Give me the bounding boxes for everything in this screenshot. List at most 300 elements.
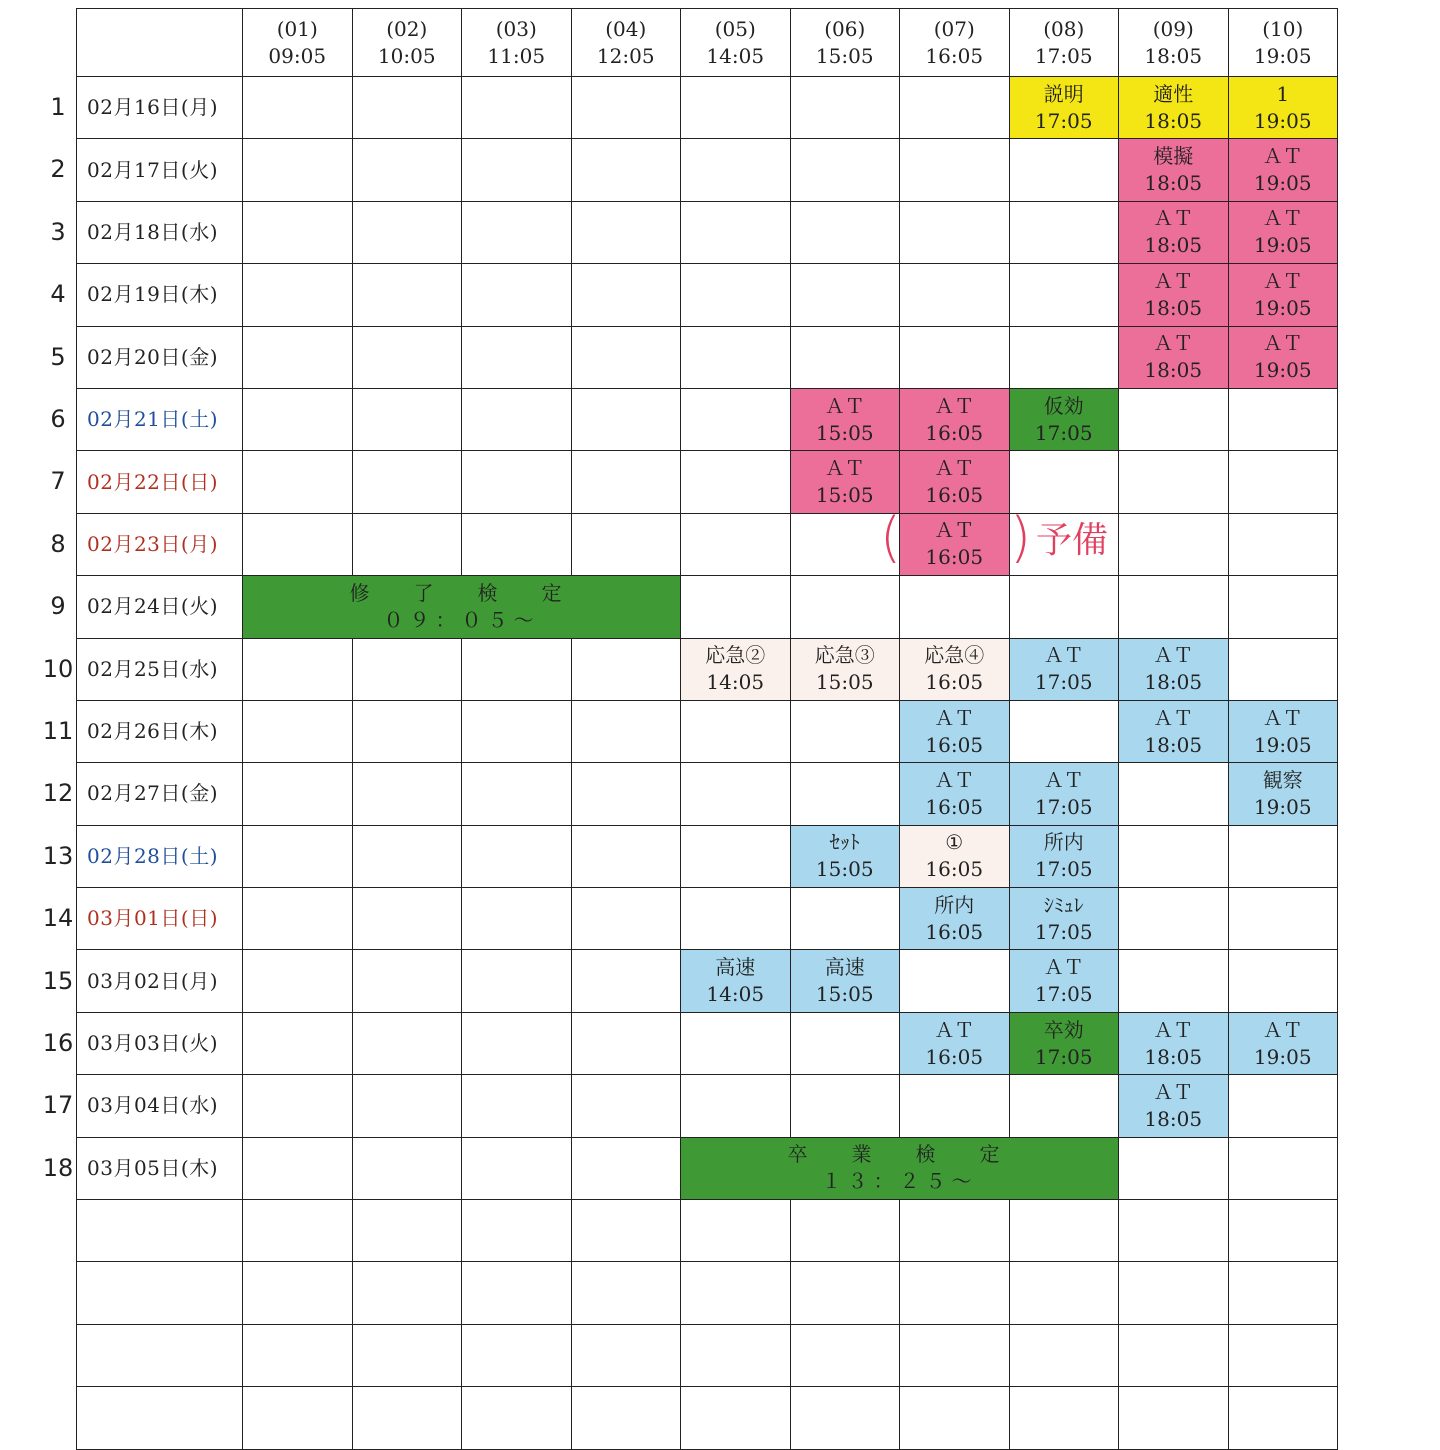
empty-cell [1009,1075,1119,1137]
handwritten-note: 予備 [1036,520,1109,561]
empty-cell [571,201,681,263]
lesson-name: 卒効 [1043,1017,1084,1042]
lesson-time: 16:05 [925,794,984,819]
empty-cell [243,326,353,388]
empty-cell [243,763,353,825]
date-cell: 02月25日(水) [77,638,243,700]
lesson-name: ＡＴ [1262,206,1303,231]
table-row [77,825,1338,887]
empty-cell [681,1200,791,1262]
empty-cell [790,763,900,825]
date-cell: 02月20日(金) [77,326,243,388]
empty-cell [243,139,353,201]
lesson-name: 応急③ [814,643,875,668]
table-row [77,1200,1338,1262]
lesson-cell [790,451,900,513]
empty-cell [462,201,572,263]
lesson-cell [1119,326,1229,388]
empty-cell [1009,1324,1119,1386]
empty-cell [790,888,900,950]
lesson-name: ＡＴ [1153,643,1194,668]
lesson-name: ＡＴ [1043,643,1084,668]
row-number: 12 [42,779,74,808]
empty-cell [352,1137,462,1199]
lesson-cell [1228,1012,1338,1074]
empty-cell [1119,451,1229,513]
empty-cell [1119,825,1229,887]
empty-cell [900,1075,1010,1137]
empty-cell [681,388,791,450]
lesson-name: ＡＴ [934,767,975,792]
empty-cell [1228,1200,1338,1262]
lesson-name: ＡＴ [934,705,975,730]
empty-cell [900,139,1010,201]
slot-time: 19:05 [1253,43,1312,68]
empty-cell [571,1262,681,1324]
empty-cell [681,77,791,139]
handwritten-close-paren: ) [1010,506,1032,569]
empty-cell [352,1012,462,1074]
lesson-name: ＡＴ [1043,955,1084,980]
lesson-time: 19:05 [1253,794,1312,819]
lesson-cell [1009,763,1119,825]
lesson-time: 16:05 [925,483,984,508]
empty-cell [790,77,900,139]
header-slot [790,9,900,77]
empty-cell [243,825,353,887]
date-cell: 02月19日(木) [77,264,243,326]
empty-cell [243,1262,353,1324]
exam-time: ０９：０５～ [383,607,540,632]
empty-cell [243,1012,353,1074]
empty-cell [900,201,1010,263]
lesson-cell [1009,950,1119,1012]
date-cell: 02月27日(金) [77,763,243,825]
lesson-name: ＡＴ [1262,1017,1303,1042]
empty-cell [571,888,681,950]
lesson-time: 18:05 [1144,1106,1203,1131]
lesson-name: 所内 [1043,830,1084,855]
empty-cell [1228,513,1338,575]
lesson-name: ＡＴ [1262,144,1303,169]
row-number: 9 [50,592,66,621]
lesson-time: 18:05 [1144,732,1203,757]
empty-cell [1228,888,1338,950]
empty-cell [243,201,353,263]
empty-cell [790,326,900,388]
empty-cell [1119,950,1229,1012]
empty-cell [790,139,900,201]
empty-cell [352,700,462,762]
empty-cell [571,950,681,1012]
slot-number: (06) [824,16,866,41]
date-cell: 03月04日(水) [77,1075,243,1137]
lesson-cell [1119,1075,1229,1137]
empty-cell [681,1324,791,1386]
empty-cell [1228,1262,1338,1324]
table-row [77,1262,1338,1324]
empty-cell [571,513,681,575]
empty-cell [243,1200,353,1262]
empty-cell [681,1262,791,1324]
lesson-cell [1228,700,1338,762]
lesson-name: ＡＴ [1262,705,1303,730]
header-slot [571,9,681,77]
lesson-name: ＡＴ [1153,705,1194,730]
lesson-name: ｾｯﾄ [829,830,860,855]
lesson-cell [900,825,1010,887]
empty-cell [681,576,791,638]
handwritten-open-paren: ( [880,506,902,569]
lesson-time: 17:05 [1034,670,1093,695]
date-cell: 02月22日(日) [77,451,243,513]
lesson-name: 模擬 [1153,144,1194,169]
lesson-time: 19:05 [1253,1044,1312,1069]
empty-cell [571,700,681,762]
lesson-time: 16:05 [925,670,984,695]
empty-cell [571,825,681,887]
date-cell: 03月01日(日) [77,888,243,950]
table-row [77,264,1338,326]
empty-cell [462,700,572,762]
empty-cell [243,1324,353,1386]
lesson-time: 18:05 [1144,233,1203,258]
lesson-name: ＡＴ [1153,206,1194,231]
slot-time: 15:05 [815,43,874,68]
empty-cell [571,1324,681,1386]
table-row [77,638,1338,700]
empty-cell [462,1075,572,1137]
empty-cell [462,264,572,326]
table-row [77,201,1338,263]
empty-cell [243,77,353,139]
date-cell: 02月24日(火) [77,576,243,638]
row-number: 7 [50,467,66,496]
empty-cell [1009,451,1119,513]
lesson-time: 18:05 [1144,670,1203,695]
lesson-time: 17:05 [1034,794,1093,819]
lesson-cell [1119,638,1229,700]
row-number: 1 [50,93,66,121]
slot-time: 17:05 [1034,43,1093,68]
row-number: 16 [42,1029,74,1057]
lesson-time: 16:05 [925,420,984,445]
lesson-name: 高速 [824,955,865,980]
row-number: 15 [42,966,74,995]
row-number: 17 [42,1091,74,1120]
empty-cell [352,201,462,263]
empty-cell [462,513,572,575]
lesson-cell [900,1012,1010,1074]
lesson-name: ① [945,830,964,855]
date-cell: 02月16日(月) [77,77,243,139]
lesson-name: 仮効 [1043,393,1084,418]
empty-cell [1119,576,1229,638]
table-row [77,1012,1338,1074]
empty-cell [681,825,791,887]
empty-cell [1228,950,1338,1012]
slot-time: 11:05 [487,43,546,68]
lesson-name: ＡＴ [824,393,865,418]
empty-cell [352,513,462,575]
empty-cell [352,388,462,450]
empty-cell [790,201,900,263]
empty-cell [462,1200,572,1262]
lesson-name: 説明 [1043,81,1084,106]
empty-cell [462,139,572,201]
empty-cell [681,763,791,825]
slot-number: (09) [1152,16,1194,41]
slot-time: 09:05 [268,43,327,68]
empty-cell [681,326,791,388]
lesson-cell [900,388,1010,450]
date-cell: 03月03日(火) [77,1012,243,1074]
empty-cell [462,888,572,950]
header-corner [77,9,243,77]
header-slot [900,9,1010,77]
row-number: 2 [50,155,66,184]
lesson-time: 16:05 [925,857,984,882]
empty-cell [352,139,462,201]
lesson-time: 14:05 [706,670,765,695]
lesson-time: 18:05 [1144,358,1203,383]
lesson-time: 18:05 [1144,171,1203,196]
empty-cell [243,700,353,762]
empty-cell [1009,326,1119,388]
table-row [77,451,1338,513]
empty-cell [900,1262,1010,1324]
date-cell: 02月21日(土) [77,388,243,450]
lesson-cell [900,763,1010,825]
empty-cell [352,1324,462,1386]
lesson-name: ＡＴ [1153,268,1194,293]
empty-cell [243,888,353,950]
lesson-cell [1009,77,1119,139]
table-row [77,77,1338,139]
lesson-cell [1228,139,1338,201]
empty-cell [900,950,1010,1012]
lesson-name: 観察 [1262,767,1303,792]
row-number: 14 [42,904,74,933]
date-cell: 02月17日(火) [77,139,243,201]
empty-cell [790,1200,900,1262]
slot-time: 14:05 [706,43,765,68]
empty-cell [571,451,681,513]
empty-cell [571,388,681,450]
lesson-name: ＡＴ [824,456,865,481]
empty-cell [1009,700,1119,762]
lesson-time: 19:05 [1253,295,1312,320]
slot-time: 16:05 [925,43,984,68]
lesson-cell [900,451,1010,513]
lesson-cell [1119,139,1229,201]
table-row [77,139,1338,201]
date-cell: 03月02日(月) [77,950,243,1012]
date-cell: 03月05日(木) [77,1137,243,1199]
exam-block [243,576,681,638]
empty-cell [571,326,681,388]
empty-cell [1009,576,1119,638]
lesson-cell [1228,763,1338,825]
exam-title: 卒 業 検 定 [787,1142,1012,1167]
empty-cell [1228,388,1338,450]
empty-cell [1228,638,1338,700]
lesson-name: ＡＴ [934,456,975,481]
slot-number: (10) [1262,16,1304,41]
lesson-time: 17:05 [1034,108,1093,133]
lesson-time: 18:05 [1144,1044,1203,1069]
lesson-time: 16:05 [925,1044,984,1069]
lesson-time: 17:05 [1034,420,1093,445]
empty-cell [352,1262,462,1324]
empty-cell [900,77,1010,139]
slot-time: 10:05 [377,43,436,68]
date-cell [77,1324,243,1386]
empty-cell [790,1262,900,1324]
empty-cell [681,888,791,950]
empty-cell [790,1324,900,1386]
row-number: 3 [50,217,66,246]
empty-cell [243,950,353,1012]
empty-cell [900,1324,1010,1386]
header-slot [352,9,462,77]
table-row [77,700,1338,762]
lesson-cell [790,825,900,887]
header-slot [681,9,791,77]
date-cell: 02月23日(月) [77,513,243,575]
empty-cell [352,451,462,513]
row-number: 13 [42,841,74,870]
empty-cell [462,326,572,388]
empty-cell [1009,1200,1119,1262]
lesson-time: 19:05 [1253,108,1312,133]
lesson-time: 17:05 [1034,857,1093,882]
empty-cell [1119,1200,1229,1262]
slot-number: (02) [386,16,428,41]
empty-cell [790,700,900,762]
empty-cell [790,1012,900,1074]
lesson-name: 1 [1276,81,1290,106]
lesson-cell [1228,77,1338,139]
empty-cell [352,326,462,388]
table-row [77,1075,1338,1137]
schedule-table [76,8,1338,1450]
empty-cell [462,950,572,1012]
lesson-cell [1228,326,1338,388]
empty-cell [352,264,462,326]
row-number: 4 [50,280,66,309]
empty-cell [571,264,681,326]
table-row [77,950,1338,1012]
empty-cell [900,576,1010,638]
lesson-cell [1009,1012,1119,1074]
empty-cell [790,1075,900,1137]
empty-cell [681,201,791,263]
empty-cell [571,1012,681,1074]
empty-cell [352,77,462,139]
lesson-time: 19:05 [1253,233,1312,258]
header-slot [1228,9,1338,77]
empty-cell [1228,1137,1338,1199]
slot-number: (04) [605,16,647,41]
lesson-time: 15:05 [815,670,874,695]
empty-cell [352,825,462,887]
empty-cell [1009,264,1119,326]
lesson-cell [900,700,1010,762]
lesson-name: ＡＴ [1153,331,1194,356]
empty-cell [352,763,462,825]
empty-cell [462,388,572,450]
empty-cell [352,888,462,950]
lesson-cell [900,888,1010,950]
empty-cell [681,1075,791,1137]
lesson-name: 応急② [705,643,766,668]
empty-cell [1119,513,1229,575]
lesson-cell [1119,700,1229,762]
header-slot [243,9,353,77]
empty-cell [462,451,572,513]
empty-cell [243,1075,353,1137]
empty-cell [352,950,462,1012]
empty-cell [1009,201,1119,263]
empty-cell [243,513,353,575]
lesson-cell [1009,388,1119,450]
empty-cell [1119,1324,1229,1386]
empty-cell [900,1200,1010,1262]
lesson-name: 応急④ [924,643,985,668]
slot-number: (08) [1043,16,1085,41]
empty-cell [352,638,462,700]
row-number: 6 [50,405,66,433]
empty-cell [681,264,791,326]
lesson-cell [1228,264,1338,326]
lesson-cell [900,638,1010,700]
lesson-name: ＡＴ [1153,1017,1194,1042]
empty-cell [1228,451,1338,513]
table-row [77,1137,1338,1199]
exam-title: 修 了 検 定 [349,580,574,605]
empty-cell [571,139,681,201]
empty-cell [1228,576,1338,638]
slot-time: 12:05 [596,43,655,68]
empty-cell [462,77,572,139]
row-number: 8 [50,529,66,558]
date-cell: 02月28日(土) [77,825,243,887]
lesson-name: ＡＴ [1153,1079,1194,1104]
lesson-time: 16:05 [925,545,984,570]
lesson-cell [790,950,900,1012]
empty-cell [681,700,791,762]
lesson-cell [1228,201,1338,263]
table-row [77,888,1338,950]
row-number: 18 [42,1153,74,1182]
empty-cell [571,763,681,825]
empty-cell [681,451,791,513]
date-cell [77,1262,243,1324]
slot-number: (05) [714,16,756,41]
lesson-cell [1119,1012,1229,1074]
empty-cell [1119,763,1229,825]
table-row [77,763,1338,825]
lesson-cell [681,638,791,700]
lesson-cell [681,950,791,1012]
row-number: 11 [42,717,74,745]
date-cell: 02月18日(水) [77,201,243,263]
table-row [77,513,1338,575]
empty-cell [352,1200,462,1262]
slot-number: (01) [276,16,318,41]
empty-cell [243,638,353,700]
